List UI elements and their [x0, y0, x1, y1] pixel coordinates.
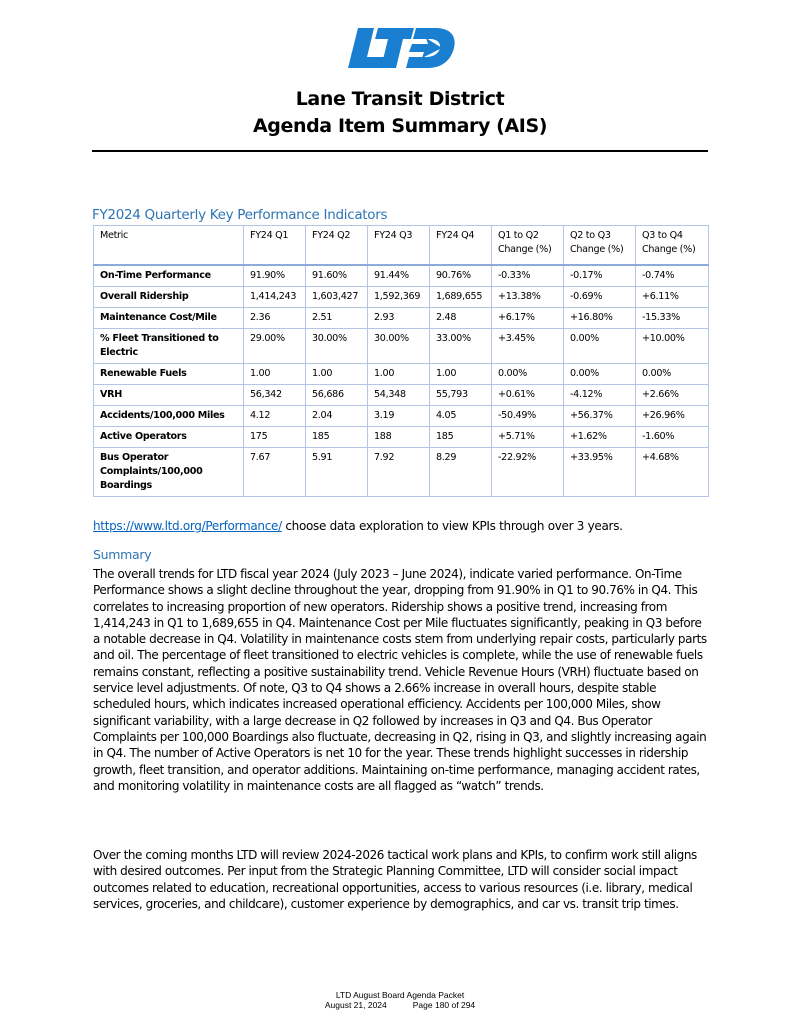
table-cell: 30.00%	[368, 329, 430, 364]
metric-name: Accidents/100,000 Miles	[94, 406, 244, 427]
table-row	[94, 329, 709, 364]
column-header: Q2 to Q3 Change (%)	[564, 226, 636, 266]
footer-packet-title: LTD August Board Agenda Packet	[335, 990, 465, 1000]
table-cell: -0.69%	[564, 287, 636, 308]
summary-paragraph-1: The overall trends for LTD fiscal year 2024 (July 2023 – June 2024), indicate varied performance. On-Time Performance shows a slight decline throughout the year, dropping from 91.90% in Q1 to 90.76% in Q4. This correlates to increasing proportion of new operators. Ridership shows a positive trend, increasing from 1,414,243 in Q1 to 1,689,655 in Q4. Maintenance Cost per Mile fluctuates significantly, peaking in Q3 before a notable decrease in Q4. Volatility in maintenance costs stem from underlying repair costs, particularly parts and oil. The percentage of fleet transitioned to electric vehicles is complete, while the use of renewable fuels remains constant, reflecting a positive sustainability trend. Vehicle Revenue Hours (VRH) fluctuate based on service level adjustments. Of note, Q3 to Q4 shows a 2.66% increase in overall hours, despite stable scheduled hours, which indicates increased operational efficiency. Accidents per 100,000 Miles, show significant variability, with a large decrease in Q2 followed by increases in Q3 and Q4. Bus Operator Complaints per 100,000 Boardings also fluctuate, decreasing in Q2, rising in Q3, and slightly increasing again in Q4. The number of Active Operators is net 10 for the year. These trends highlight successes in ridership growth, fleet transition, and operator additions. Maintaining on-time performance, managing accident rates, and monitoring volatility in maintenance costs are all flagged as “watch” trends.	[93, 567, 707, 793]
table-cell: 2.51	[306, 308, 368, 329]
table-cell: 1,603,427	[306, 287, 368, 308]
metric-name: Maintenance Cost/Mile	[94, 308, 244, 329]
table-cell: -0.17%	[564, 265, 636, 287]
metric-name: On-Time Performance	[94, 265, 244, 287]
kpi-table	[93, 225, 709, 497]
metric-name: Overall Ridership	[94, 287, 244, 308]
table-cell: +56.37%	[564, 406, 636, 427]
table-cell: +26.96%	[636, 406, 709, 427]
table-cell: +1.62%	[564, 427, 636, 448]
footer-page-number: Page 180 of 294	[412, 1000, 476, 1010]
metric-name: % Fleet Transitioned to Electric	[94, 329, 244, 364]
link-description: choose data exploration to view KPIs through over 3 years.	[281, 519, 623, 533]
table-cell: 30.00%	[306, 329, 368, 364]
column-header: FY24 Q4	[430, 226, 492, 266]
table-header-row	[94, 226, 709, 266]
column-header: Metric	[94, 226, 244, 266]
title-line-1: Lane Transit District	[295, 88, 505, 110]
table-cell: 1,689,655	[430, 287, 492, 308]
table-cell: -50.49%	[492, 406, 564, 427]
table-cell: 56,342	[244, 385, 306, 406]
table-cell: +0.61%	[492, 385, 564, 406]
table-cell: 2.36	[244, 308, 306, 329]
table-cell: +10.00%	[636, 329, 709, 364]
table-cell: 1,592,369	[368, 287, 430, 308]
table-row	[94, 364, 709, 385]
summary-paragraph-2: Over the coming months LTD will review 2024-2026 tactical work plans and KPIs, to confirm work still aligns with desired outcomes. Per input from the Strategic Planning Committee, LTD will consider social impact outcomes related to education, recreational opportunities, access to various resources (i.e. library, medical services, groceries, and childcare), customer experience by demographics, and car vs. transit trip times.	[93, 848, 697, 911]
metric-name: Active Operators	[94, 427, 244, 448]
table-cell: +5.71%	[492, 427, 564, 448]
table-cell: +3.45%	[492, 329, 564, 364]
table-cell: 4.05	[430, 406, 492, 427]
title-line-2: Agenda Item Summary (AIS)	[252, 115, 548, 137]
table-cell: +33.95%	[564, 448, 636, 497]
table-cell: 1.00	[368, 364, 430, 385]
table-cell: 0.00%	[492, 364, 564, 385]
table-cell: 175	[244, 427, 306, 448]
table-cell: 8.29	[430, 448, 492, 497]
table-cell: 2.48	[430, 308, 492, 329]
page-footer	[0, 990, 800, 1010]
performance-link[interactable]: https://www.ltd.org/Performance/	[93, 519, 282, 533]
table-cell: +4.68%	[636, 448, 709, 497]
table-row	[94, 427, 709, 448]
table-cell: 91.60%	[306, 265, 368, 287]
table-cell: 56,686	[306, 385, 368, 406]
table-cell: +6.11%	[636, 287, 709, 308]
table-cell: 91.44%	[368, 265, 430, 287]
table-cell: 29.00%	[244, 329, 306, 364]
table-cell: 54,348	[368, 385, 430, 406]
table-row	[94, 385, 709, 406]
table-cell: +6.17%	[492, 308, 564, 329]
table-cell: 33.00%	[430, 329, 492, 364]
table-cell: -0.33%	[492, 265, 564, 287]
table-cell: 7.92	[368, 448, 430, 497]
table-cell: 185	[430, 427, 492, 448]
table-cell: 188	[368, 427, 430, 448]
table-cell: 2.93	[368, 308, 430, 329]
table-cell: +13.38%	[492, 287, 564, 308]
table-row	[94, 406, 709, 427]
performance-link-line	[93, 519, 623, 533]
table-cell: 0.00%	[564, 364, 636, 385]
table-cell: 1.00	[244, 364, 306, 385]
metric-name: VRH	[94, 385, 244, 406]
table-row	[94, 308, 709, 329]
table-cell: 55,793	[430, 385, 492, 406]
document-title	[0, 86, 800, 140]
column-header: FY24 Q3	[368, 226, 430, 266]
table-cell: -15.33%	[636, 308, 709, 329]
column-header: FY24 Q1	[244, 226, 306, 266]
metric-name: Bus Operator Complaints/100,000 Boardings	[94, 448, 244, 497]
column-header: FY24 Q2	[306, 226, 368, 266]
table-cell: 4.12	[244, 406, 306, 427]
table-cell: +2.66%	[636, 385, 709, 406]
table-cell: 7.67	[244, 448, 306, 497]
table-cell: 0.00%	[636, 364, 709, 385]
ltd-logo-icon	[348, 26, 458, 70]
table-cell: 0.00%	[564, 329, 636, 364]
table-cell: -22.92%	[492, 448, 564, 497]
table-row	[94, 287, 709, 308]
table-cell: 1.00	[430, 364, 492, 385]
table-row	[94, 265, 709, 287]
title-divider	[92, 150, 708, 152]
table-cell: -4.12%	[564, 385, 636, 406]
footer-date: August 21, 2024	[324, 1000, 387, 1010]
column-header: Q1 to Q2 Change (%)	[492, 226, 564, 266]
summary-heading: Summary	[93, 547, 152, 562]
table-cell: 5.91	[306, 448, 368, 497]
table-cell: +16.80%	[564, 308, 636, 329]
table-cell: -0.74%	[636, 265, 709, 287]
table-cell: 1,414,243	[244, 287, 306, 308]
table-cell: 2.04	[306, 406, 368, 427]
table-cell: 3.19	[368, 406, 430, 427]
kpi-heading: FY2024 Quarterly Key Performance Indicators	[92, 207, 388, 223]
table-cell: 185	[306, 427, 368, 448]
metric-name: Renewable Fuels	[94, 364, 244, 385]
table-cell: 90.76%	[430, 265, 492, 287]
table-cell: 91.90%	[244, 265, 306, 287]
column-header: Q3 to Q4 Change (%)	[636, 226, 709, 266]
table-cell: 1.00	[306, 364, 368, 385]
table-cell: -1.60%	[636, 427, 709, 448]
table-row	[94, 448, 709, 497]
